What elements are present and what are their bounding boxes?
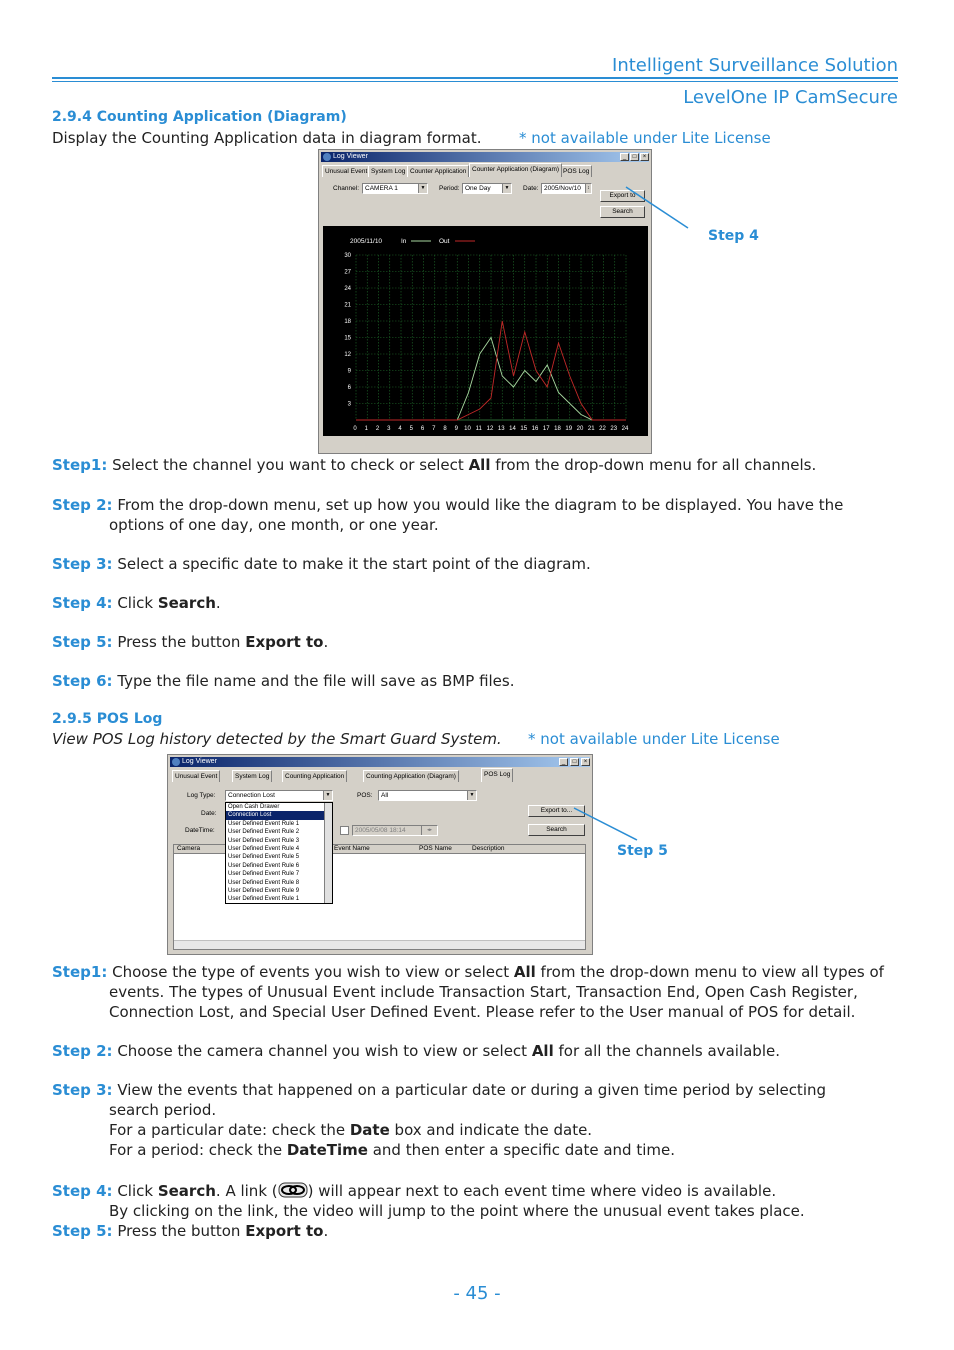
step4-pos: Step 4: Click Search. A link ( ) will appear next to each event time where video is available. By clicking on the link, the video will jump to the point where the unusual event takes place. (52, 1182, 805, 1220)
column-header[interactable]: POS Name (419, 845, 452, 852)
y-tick-label: 21 (344, 302, 351, 309)
log-viewer-window-pos (167, 754, 593, 955)
x-tick-label: 22 (599, 426, 606, 432)
step5-counting: Step 5: Press the button Export to. (52, 633, 329, 651)
close-icon[interactable]: × (640, 153, 649, 161)
chevron-down-icon: ▼ (418, 184, 427, 193)
header-title: Intelligent Surveillance Solution (612, 55, 898, 76)
date-picker[interactable]: 2005/Nov/10 ↕ (541, 183, 592, 194)
dropdown-option[interactable]: User Defined Event Rule 1 (228, 896, 300, 903)
x-tick-label: 20 (576, 426, 584, 432)
x-tick-label: 8 (443, 426, 447, 432)
x-tick-label: 17 (542, 426, 550, 432)
export-to-button[interactable]: Export to... (528, 805, 585, 817)
datetime-checkbox[interactable] (340, 826, 349, 835)
chevron-down-icon: ▼ (467, 791, 476, 800)
dropdown-option-selected[interactable]: Connection Lost (226, 811, 332, 819)
tab-counting-application[interactable]: Counting Application (282, 770, 347, 782)
tab-strip (172, 769, 590, 783)
y-tick-label: 9 (347, 368, 351, 375)
period-select[interactable]: One Day ▼ (462, 183, 512, 194)
x-tick-label: 4 (398, 426, 402, 432)
x-tick-label: 11 (475, 426, 482, 432)
x-tick-label: 5 (409, 426, 413, 432)
logtype-label: Log Type: (187, 792, 216, 799)
x-tick-label: 18 (554, 426, 561, 432)
maximize-icon[interactable]: □ (630, 153, 639, 161)
header-rule-thin (52, 81, 898, 82)
tab-counter-diagram[interactable]: Counter Application (Diagram) (469, 163, 562, 177)
dropdown-option[interactable]: User Defined Event Rule 7 (228, 871, 300, 878)
step5-pos: Step 5: Press the button Export to. (52, 1222, 329, 1240)
dropdown-option[interactable]: User Defined Event Rule 4 (228, 846, 300, 853)
maximize-icon[interactable]: □ (570, 758, 579, 766)
callout-step5: Step 5 (617, 843, 668, 859)
chevron-down-icon: ▼ (323, 791, 332, 800)
chevron-down-icon: ▼ (502, 184, 511, 193)
x-tick-label: 3 (387, 426, 391, 432)
y-tick-label: 24 (344, 286, 351, 292)
date-label: Date: (201, 810, 217, 817)
step6-counting: Step 6: Type the file name and the file will save as BMP files. (52, 672, 515, 690)
window-titlebar (321, 152, 649, 162)
x-tick-label: 15 (520, 426, 528, 432)
y-tick-label: 3 (347, 401, 351, 408)
channel-select[interactable]: CAMERA 1 ▼ (362, 183, 428, 194)
search-button[interactable]: Search (528, 824, 585, 836)
header-subtitle: LevelOne IP CamSecure (683, 87, 898, 108)
chart-title: 2005/11/10 (350, 238, 383, 245)
datetime-input[interactable]: 2005/05/08 18:14 ◂▸ (352, 825, 438, 836)
tab-system-log[interactable]: System Log (232, 770, 272, 782)
y-tick-label: 15 (344, 335, 351, 342)
channel-label: Channel: (333, 185, 360, 192)
x-tick-label: 13 (497, 426, 505, 432)
y-tick-label: 6 (347, 385, 351, 391)
step1-pos: Step1: Choose the type of events you wish to view or select All from the drop-down menu to view all types of events. The types of Unusual Event include Transaction Start, Transaction End, Open Cash Register, Connection Lost, and Special User Defined Event. Please refer to the User manual of POS for detail. (52, 963, 884, 1021)
pos-select[interactable]: All ▼ (378, 790, 477, 801)
tab-system-log[interactable]: System Log (368, 165, 408, 177)
tab-pos-log[interactable]: POS Log (481, 768, 513, 782)
spinner-icon: ↕ (585, 184, 591, 193)
window-titlebar (170, 757, 590, 767)
dropdown-option[interactable]: User Defined Event Rule 2 (228, 829, 300, 836)
step3-pos: Step 3: View the events that happened on a particular date or during a given time period by selecting search period. For a particular date: check the Date box and indicate the date. For a period: check the DateTime and then enter a specific date and time. (52, 1081, 827, 1159)
x-tick-label: 24 (621, 426, 629, 432)
app-icon (323, 153, 331, 161)
legend-label: Out (439, 238, 450, 245)
dropdown-option[interactable]: User Defined Event Rule 1 (228, 820, 300, 827)
x-tick-label: 16 (531, 426, 539, 432)
section-intro-counting: Display the Counting Application data in diagram format. (52, 129, 482, 147)
dropdown-option[interactable]: Open Cash Drawer (228, 804, 280, 810)
y-tick-label: 18 (344, 319, 351, 325)
search-button[interactable]: Search (600, 206, 645, 218)
y-tick-label: 12 (344, 352, 351, 358)
callout-line-step4 (600, 180, 700, 240)
x-tick-label: 23 (610, 426, 618, 432)
dropdown-scrollbar[interactable] (324, 803, 332, 903)
dropdown-option[interactable]: User Defined Event Rule 9 (228, 888, 300, 895)
license-note: * not available under Lite License (519, 129, 771, 147)
section-title-pos: 2.9.5 POS Log (52, 711, 163, 727)
window-title: Log Viewer (182, 758, 217, 765)
step2-counting: Step 2: From the drop-down menu, set up how you would like the diagram to be displayed. You have the options of one day, one month, or one year. (52, 496, 844, 534)
close-icon[interactable]: × (581, 758, 590, 766)
x-tick-label: 19 (565, 426, 573, 432)
x-tick-label: 7 (432, 426, 436, 432)
tab-strip (322, 164, 648, 178)
section-intro-pos: View POS Log history detected by the Smart Guard System. (52, 730, 502, 748)
dropdown-option[interactable]: User Defined Event Rule 5 (228, 854, 300, 861)
y-tick-label: 30 (344, 253, 351, 259)
counting-chart-svg (323, 226, 648, 436)
column-header[interactable]: Camera (177, 845, 201, 852)
header-rule-thick (52, 77, 898, 79)
step3-counting: Step 3: Select a specific date to make it the start point of the diagram. (52, 555, 591, 573)
license-note-pos: * not available under Lite License (528, 730, 780, 748)
pos-label: POS: (357, 792, 373, 799)
datetime-label: DateTime: (185, 827, 215, 834)
x-tick-label: 1 (364, 426, 368, 432)
export-to-button[interactable]: Export to (600, 190, 645, 202)
x-tick-label: 6 (420, 426, 425, 432)
dropdown-option[interactable]: User Defined Event Rule 8 (228, 879, 300, 886)
step4-counting: Step 4: Click Search. (52, 594, 221, 612)
legend-label: In (401, 238, 407, 245)
x-tick-label: 0 (353, 426, 357, 432)
x-tick-label: 2 (375, 426, 380, 432)
minimize-icon[interactable]: _ (620, 153, 629, 161)
video-link-icon (278, 1182, 308, 1198)
x-tick-label: 10 (464, 426, 471, 432)
y-tick-label: 27 (344, 269, 351, 276)
x-tick-label: 12 (486, 426, 494, 432)
callout-step4: Step 4 (708, 228, 759, 244)
step2-pos: Step 2: Choose the camera channel you wish to view or select All for all the channels available. (52, 1042, 780, 1060)
tab-counting-diagram[interactable]: Counting Application (Diagram) (363, 770, 459, 782)
x-tick-label: 14 (509, 426, 516, 432)
logtype-select[interactable]: Connection Lost ▼ (225, 790, 333, 801)
counting-chart (323, 226, 648, 436)
dropdown-option[interactable]: User Defined Event Rule 3 (228, 837, 300, 844)
tab-unusual-event[interactable]: Unusual Event (172, 770, 220, 782)
section-title-counting: 2.9.4 Counting Application (Diagram) (52, 109, 347, 125)
period-label: Period: (439, 185, 460, 192)
tab-counter-application[interactable]: Counter Application (407, 165, 469, 177)
logtype-dropdown-list[interactable] (225, 802, 333, 904)
column-header[interactable]: Description (472, 845, 505, 852)
x-tick-label: 21 (587, 426, 595, 432)
x-tick-label: 9 (454, 426, 458, 432)
tab-pos-log[interactable]: POS Log (560, 165, 592, 177)
step1-counting: Step1: Select the channel you want to check or select All from the drop-down menu for all channels. (52, 456, 817, 474)
page-number: - 45 - (453, 1283, 501, 1304)
column-header[interactable]: Event Name (334, 845, 370, 852)
spinner-icon: ◂▸ (421, 826, 437, 835)
minimize-icon[interactable]: _ (559, 758, 568, 766)
window-title: Log Viewer (333, 153, 368, 160)
app-icon (172, 758, 180, 766)
tab-unusual-event[interactable]: Unusual Event (322, 165, 370, 177)
dropdown-option[interactable]: User Defined Event Rule 6 (228, 862, 300, 869)
horizontal-scrollbar[interactable] (174, 940, 585, 949)
date-label: Date: (523, 185, 539, 192)
